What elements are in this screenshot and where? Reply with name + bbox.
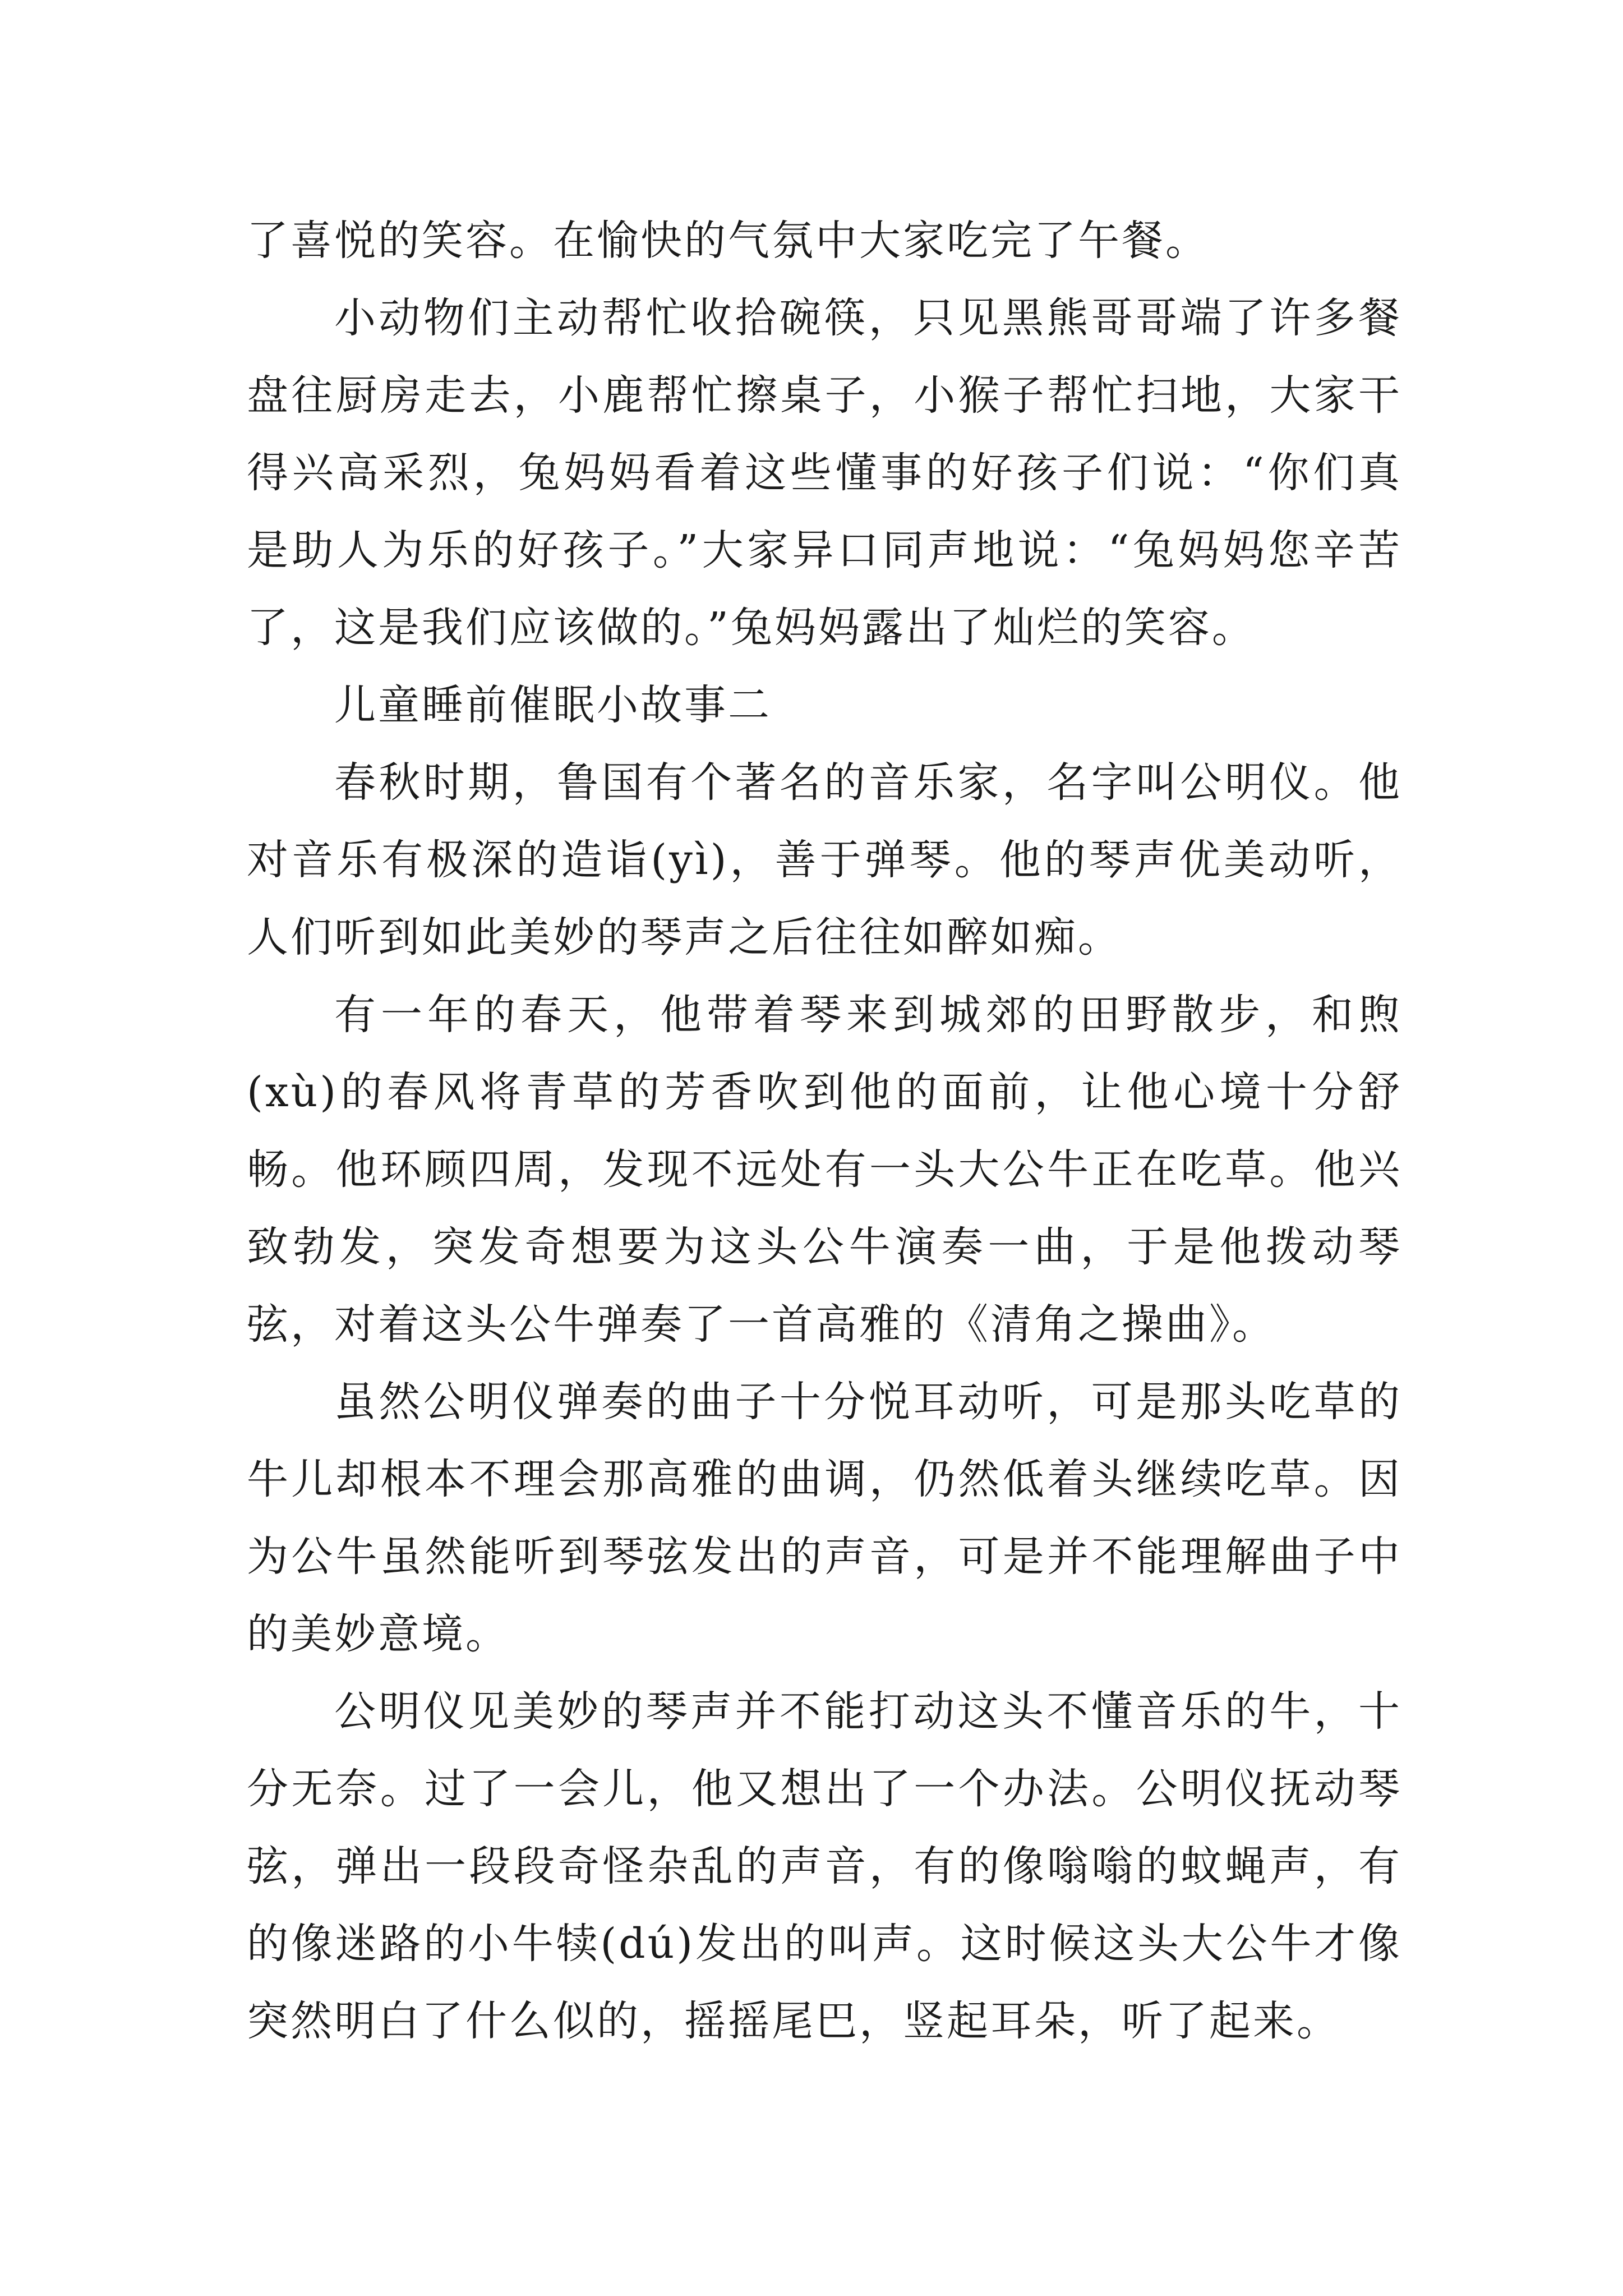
- paragraph-continued: 了喜悦的笑容。在愉快的气氛中大家吃完了午餐。: [247, 217, 1209, 265]
- story-paragraph-1: 春秋时期，鲁国有个著名的音乐家，名字叫公明仪。他对音乐有极深的造诣(yì)，善于弹琴。他的琴声优美动听，人们听到如此美妙的琴声之后往往如醉如痴。: [247, 758, 1402, 961]
- story-paragraph-3: 虽然公明仪弹奏的曲子十分悦耳动听，可是那头吃草的牛儿却根本不理会那高雅的曲调，仍然低着头继续吃草。因为公牛虽然能听到琴弦发出的声音，可是并不能理解曲子中的美妙意境。: [247, 1378, 1402, 1658]
- paragraph-cleanup: 小动物们主动帮忙收拾碗筷，只见黑熊哥哥端了许多餐盘往厨房走去，小鹿帮忙擦桌子，小猴子帮忙扫地，大家干得兴高采烈，兔妈妈看着这些懂事的好孩子们说：“你们真是助人为乐的好孩子。”大家异口同声地说：“兔妈妈您辛苦了，这是我们应该做的。”兔妈妈露出了灿烂的笑容。: [247, 294, 1402, 652]
- story-heading: 儿童睡前催眠小故事二: [334, 681, 772, 729]
- story-paragraph-2: 有一年的春天，他带着琴来到城郊的田野散步，和煦(xù)的春风将青草的芳香吹到他的面前，让他心境十分舒畅。他环顾四周，发现不远处有一头大公牛正在吃草。他兴致勃发，突发奇想要为这头公牛演奏一曲，于是他拨动琴弦，对着这头公牛弹奏了一首高雅的《清角之操曲》。: [247, 991, 1402, 1349]
- story-paragraph-4: 公明仪见美妙的琴声并不能打动这头不懂音乐的牛，十分无奈。过了一会儿，他又想出了一个办法。公明仪抚动琴弦，弹出一段段奇怪杂乱的声音，有的像嗡嗡的蚊蝇声，有的像迷路的小牛犊(dú)发出的叫声。这时候这头大公牛才像突然明白了什么似的，摇摇尾巴，竖起耳朵，听了起来。: [247, 1687, 1402, 2045]
- document-body: [247, 202, 1402, 2060]
